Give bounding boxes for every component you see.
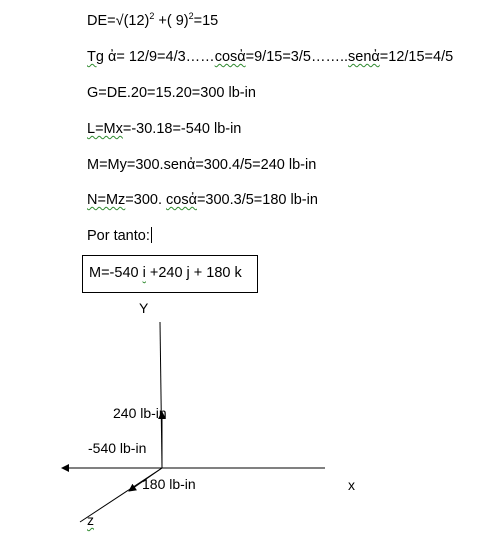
result-part-b: +240 j + 180 k [145,265,242,281]
result-i: i [142,265,146,281]
equation-de-mid: +( 9) [154,13,189,29]
cos-word: cosἀ [214,49,246,65]
result-part-a: M=-540 [89,265,143,281]
equation-my: M=My=300.senἀ=300.4/5=240 lb-in [87,157,317,173]
mx-moment-label: -540 lb-in [88,440,147,456]
mz-cos-word: cosἀ [166,192,197,208]
mz-word: N=Mz [87,192,126,208]
mx-word: L=Mx [87,121,123,137]
exponent-2: 2 [188,11,194,21]
equation-g: G=DE.20=15.20=300 lb-in [87,85,256,101]
mx-rest: =-30.18=-540 lb-in [122,121,242,137]
y-axis-label: Y [139,300,149,316]
trig-part-c: =12/15=4/5 [379,49,454,65]
trig-part-b: =9/15=3/5…….. [245,49,349,65]
por-tanto-text: Por tanto: [87,228,150,244]
mz-moment-label: 180 lb-in [142,476,196,492]
sen-word: senἀ [348,49,380,65]
mz-part-a: =300. [125,192,166,208]
tg-word: Tg [87,49,104,65]
x-axis-label: x [348,477,355,493]
exponent-1: 2 [149,11,155,21]
equation-de-suffix: =15 [193,13,219,29]
z-axis-label: z [87,512,94,528]
trig-part-a: ἀ= 12/9=4/3…… [103,49,215,65]
mz-part-b: =300.3/5=180 lb-in [196,192,318,208]
equation-de-prefix: DE=√(12) [87,13,150,29]
my-moment-label: 240 lb-in [113,405,167,421]
